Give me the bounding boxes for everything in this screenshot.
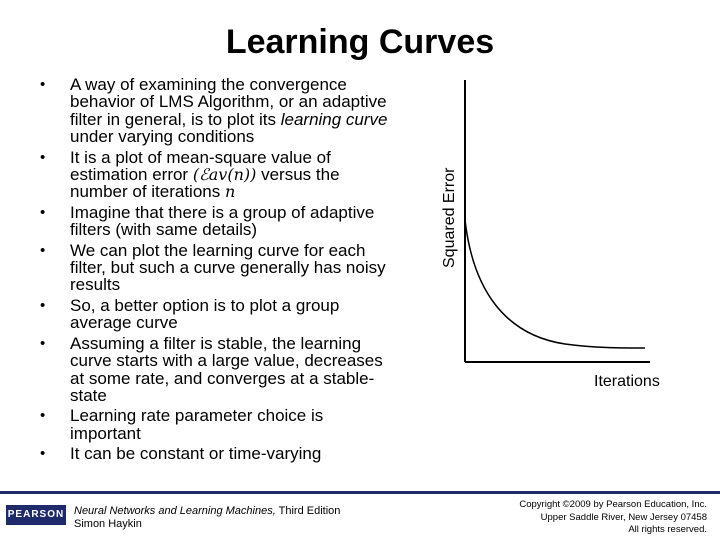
bullet-dot-icon: • bbox=[40, 76, 46, 93]
bullet-item: • We can plot the learning curve for each filter, but such a curve generally has noisy results bbox=[40, 240, 386, 295]
iteration-symbol: n bbox=[224, 182, 236, 202]
bullet-dot-icon: • bbox=[40, 203, 46, 221]
learning-curve bbox=[465, 220, 645, 348]
footer-rule bbox=[0, 491, 720, 494]
book-edition: Third Edition bbox=[275, 505, 341, 517]
bullet-dot-icon: • bbox=[40, 445, 46, 463]
learning-curve-term: learning curve bbox=[280, 109, 388, 129]
bullet-item: • Imagine that there is a group of adaptive filters (with same details) bbox=[40, 202, 375, 240]
bullet-dot-icon: • bbox=[40, 334, 46, 352]
copyright-notice: Copyright ©2009 by Pearson Education, Inc. Upper Saddle River, New Jersey 07458 All rights reserved. bbox=[519, 499, 707, 535]
book-citation bbox=[74, 505, 340, 531]
pearson-logo: PEARSON bbox=[6, 505, 66, 525]
bullet-item: • So, a better option is to plot a group average curve bbox=[40, 295, 340, 333]
bullet-dot-icon: • bbox=[40, 296, 46, 314]
bullet-item: • A way of examining the convergence behavior of LMS Algorithm, or an adaptive filter in general, is to plot its learning curve under varying conditions bbox=[40, 75, 388, 147]
bullet-dot-icon: • bbox=[40, 148, 46, 166]
learning-curve-figure bbox=[455, 80, 655, 370]
bullet-item: • It can be constant or time-varying bbox=[40, 444, 322, 464]
error-formula: (ℰav(n)) bbox=[192, 165, 257, 185]
slide-title: Learning Curves bbox=[225, 23, 495, 61]
x-axis-label: Iterations bbox=[594, 373, 660, 390]
bullet-item: • Assuming a filter is stable, the learning curve starts with a large value, decreases at some rate, and converges at a stable-state bbox=[40, 333, 383, 405]
book-title: Neural Networks and Learning Machines, bbox=[74, 505, 276, 517]
book-author: Simon Haykin bbox=[74, 518, 142, 530]
bullet-dot-icon: • bbox=[40, 241, 46, 259]
bullet-item: • It is a plot of mean-square value of estimation error (ℰav(n)) versus the number of iterations n bbox=[40, 147, 340, 202]
y-axis-label: Squared Error bbox=[441, 167, 458, 268]
bullet-item: • Learning rate parameter choice is important bbox=[40, 406, 324, 443]
bullet-list bbox=[38, 73, 398, 463]
bullet-dot-icon: • bbox=[40, 407, 46, 425]
